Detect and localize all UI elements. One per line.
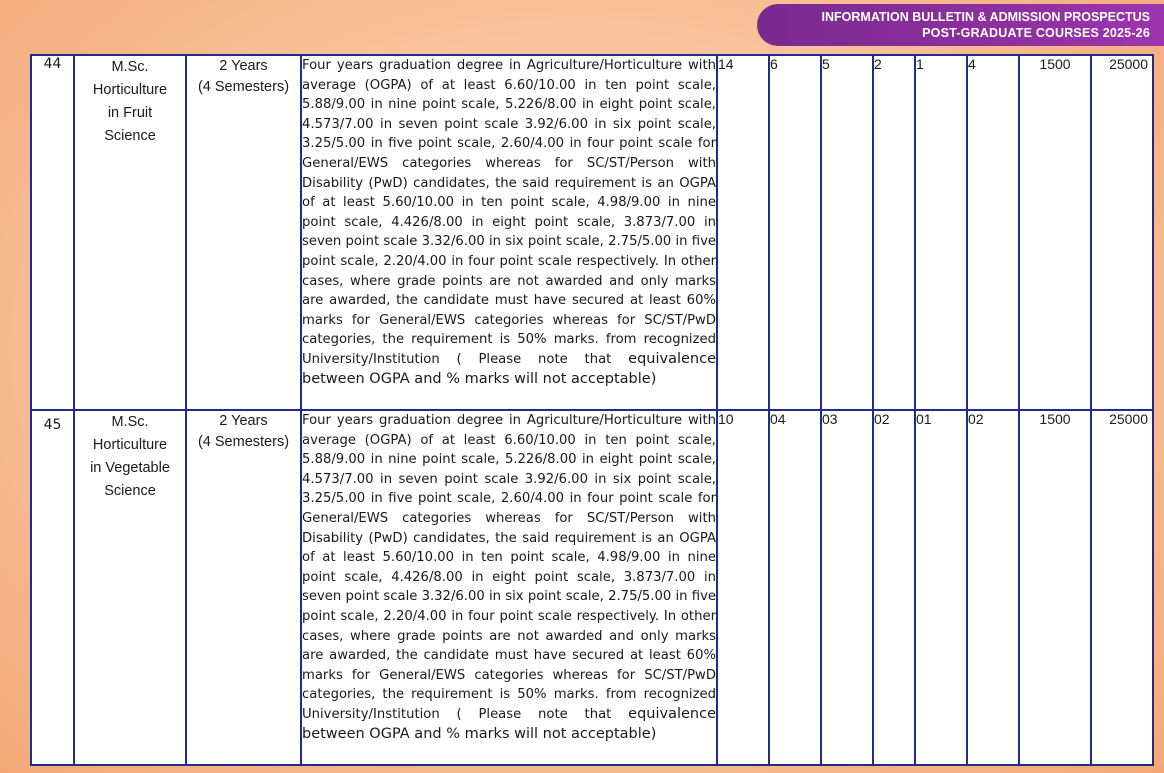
fee-value: 1500 — [1019, 410, 1091, 765]
programme-name — [74, 55, 186, 410]
programme-line: in Fruit — [107, 105, 153, 121]
seat-count: 04 — [769, 410, 821, 765]
serial-number: 45 — [31, 410, 74, 765]
programme-table — [30, 54, 1154, 766]
eligibility-text-tail: equivalence between OGPA and % marks will not acceptable) — [302, 705, 716, 742]
seat-count: 1 — [915, 55, 967, 410]
seat-count: 2 — [873, 55, 915, 410]
serial-number: 44 — [31, 55, 74, 410]
seat-count: 03 — [821, 410, 873, 765]
seat-count: 02 — [873, 410, 915, 765]
seat-count: 5 — [821, 55, 873, 410]
duration-semesters: (4 Semesters) — [197, 79, 290, 95]
eligibility-criteria — [301, 410, 717, 765]
header-title-line2: POST-GRADUATE COURSES 2025-26 — [922, 26, 1150, 40]
duration-semesters: (4 Semesters) — [197, 434, 290, 450]
header-title-line1: INFORMATION BULLETIN & ADMISSION PROSPECTUS — [821, 10, 1150, 24]
programme-line: M.Sc. — [111, 414, 149, 430]
prospectus-header-banner — [757, 4, 1164, 46]
seat-count: 6 — [769, 55, 821, 410]
table-row — [31, 55, 1153, 410]
programme-line: in Vegetable — [90, 460, 170, 476]
eligibility-criteria — [301, 55, 717, 410]
programme-duration — [186, 55, 301, 410]
fee-value: 25000 — [1091, 55, 1153, 410]
table-row — [31, 410, 1153, 765]
programme-duration — [186, 410, 301, 765]
eligibility-text: Four years graduation degree in Agriculture/Horticulture with average (OGPA) of at least 6.60/10.00 in ten point scale, 5.88/9.00 in nine point scale, 5.226/8.00 in eight point scale, 4.573/7.00 in seven point scale 3.92/6.00 in six point scale, 3.25/5.00 in five point scale, 2.60/4.00 in four point scale for General/EWS categories whereas for SC/ST/Person with Disability (PwD) candidates, the said requirement is an OGPA of at least 5.60/10.00 in ten point scale, 4.98/9.00 in nine point scale, 4.426/8.00 in eight point scale, 3.873/7.00 in seven point scale 3.32/6.00 in six point scale, 2.75/5.00 in five point scale, 2.20/4.00 in four point scale respectively. In other cases, where grade points are not awarded and only marks are awarded, the candidate must have secured at least 60% marks for General/EWS categories whereas for SC/ST/PwD categories, the requirement is 50% marks. from recognized University/Institution ( Please note that — [302, 413, 716, 722]
seat-count: 10 — [717, 410, 769, 765]
duration-years: 2 Years — [219, 58, 268, 74]
seat-count: 14 — [717, 55, 769, 410]
seat-count: 02 — [967, 410, 1019, 765]
fee-value: 25000 — [1091, 410, 1153, 765]
eligibility-text: Four years graduation degree in Agriculture/Horticulture with average (OGPA) of at least 6.60/10.00 in ten point scale, 5.88/9.00 in nine point scale, 5.226/8.00 in eight point scale, 4.573/7.00 in seven point scale 3.92/6.00 in six point scale, 3.25/5.00 in five point scale, 2.60/4.00 in four point scale for General/EWS categories whereas for SC/ST/Person with Disability (PwD) candidates, the said requirement is an OGPA of at least 5.60/10.00 in ten point scale, 4.98/9.00 in nine point scale, 4.426/8.00 in eight point scale, 3.873/7.00 in seven point scale 3.32/6.00 in six point scale, 2.75/5.00 in five point scale, 2.20/4.00 in four point scale respectively. In other cases, where grade points are not awarded and only marks are awarded, the candidate must have secured at least 60% marks for General/EWS categories whereas for SC/ST/PwD categories, the requirement is 50% marks. from recognized University/Institution ( Please note that — [302, 58, 716, 367]
seat-count: 4 — [967, 55, 1019, 410]
programme-line: Horticulture — [92, 437, 168, 453]
programme-line: M.Sc. — [111, 59, 149, 75]
programme-line: Science — [104, 128, 156, 144]
fee-value: 1500 — [1019, 55, 1091, 410]
programme-name — [74, 410, 186, 765]
duration-years: 2 Years — [219, 413, 268, 429]
programme-line: Horticulture — [92, 82, 168, 98]
eligibility-text-tail: equivalence between OGPA and % marks will not acceptable) — [302, 350, 716, 387]
programme-line: Science — [104, 483, 156, 499]
seat-count: 01 — [915, 410, 967, 765]
